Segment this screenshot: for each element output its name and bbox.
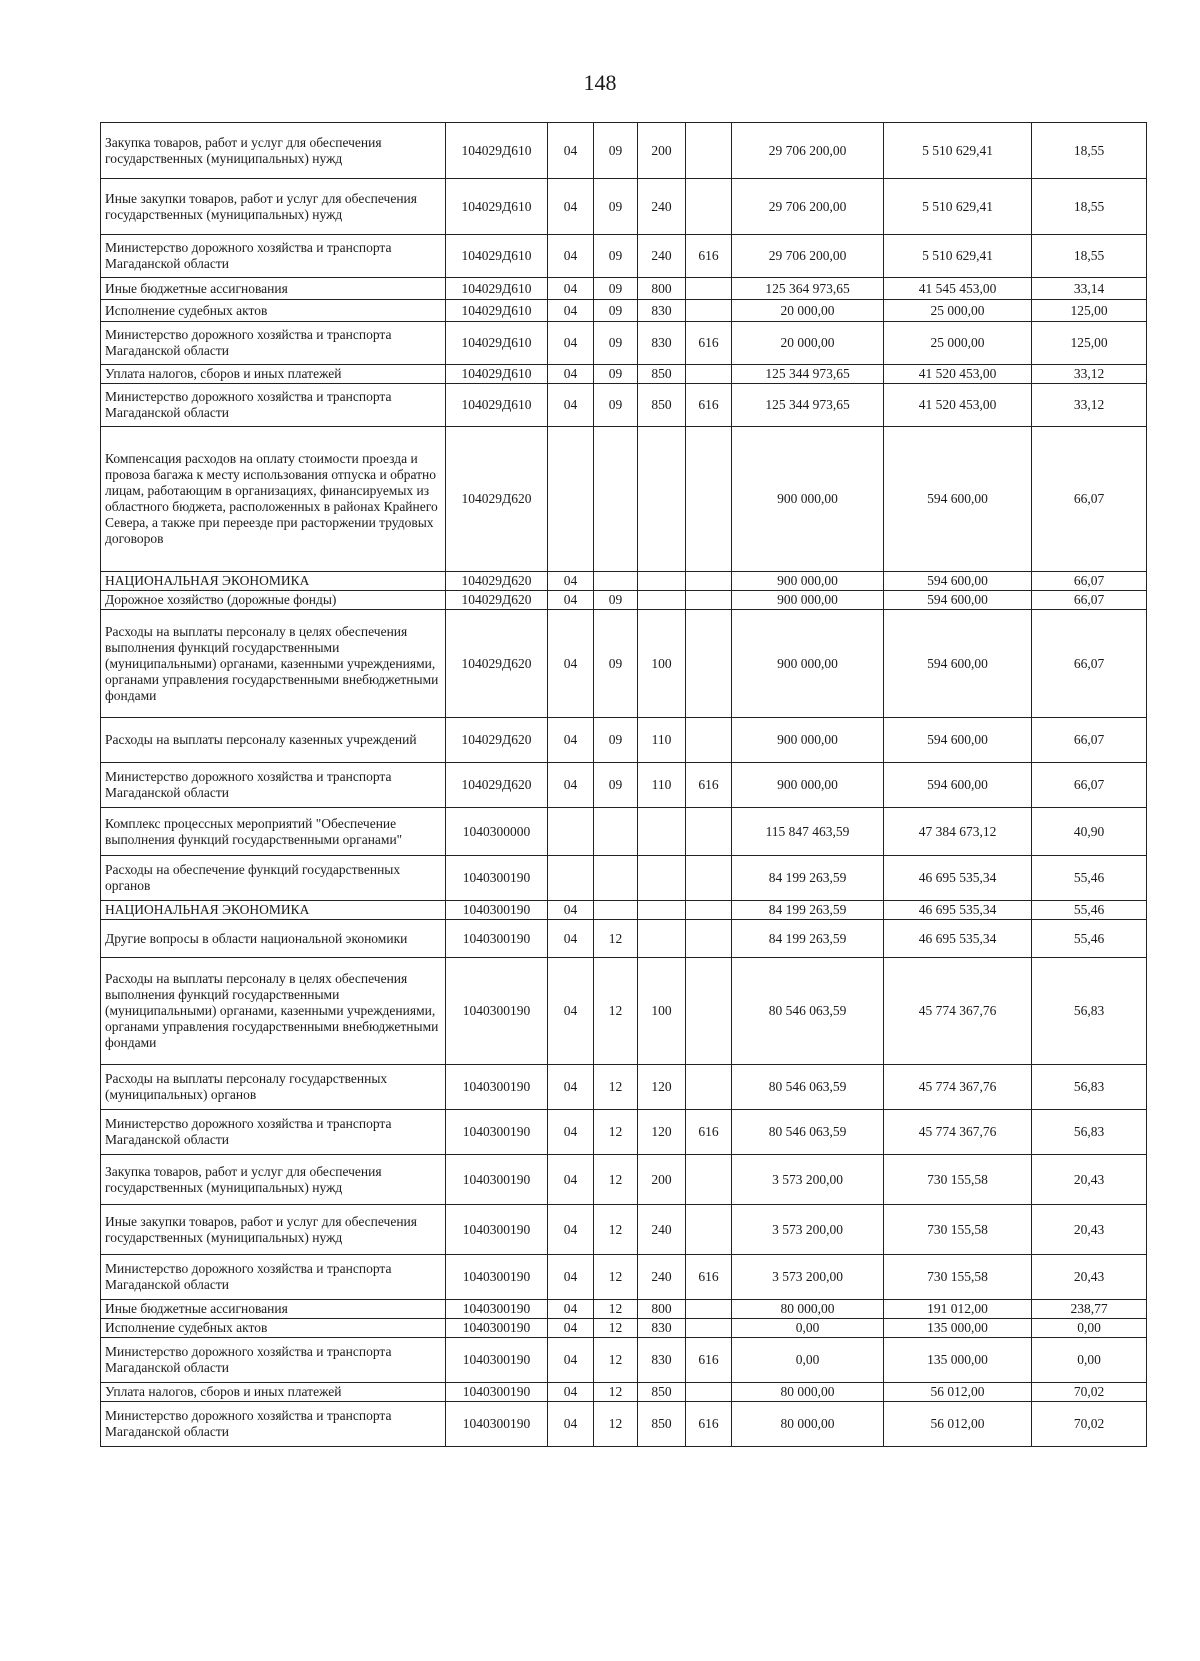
row-plan: 900 000,00 [732, 427, 884, 572]
row-section: 04 [548, 1402, 594, 1447]
row-fact: 191 012,00 [884, 1300, 1032, 1319]
row-code: 104029Д610 [446, 123, 548, 179]
row-section: 04 [548, 1255, 594, 1300]
table-row [101, 718, 1147, 763]
row-section: 04 [548, 763, 594, 808]
table-row [101, 1155, 1147, 1205]
row-department: 616 [686, 322, 732, 365]
row-name: Комплекс процессных мероприятий "Обеспечение выполнения функций государственными органами" [101, 808, 446, 856]
row-subsection [594, 572, 638, 591]
row-code: 104029Д610 [446, 179, 548, 235]
row-expense-type: 830 [638, 1319, 686, 1338]
row-expense-type: 830 [638, 1338, 686, 1383]
row-code: 104029Д620 [446, 610, 548, 718]
row-percent: 56,83 [1032, 1065, 1147, 1110]
row-expense-type: 850 [638, 384, 686, 427]
row-department [686, 1065, 732, 1110]
row-code: 104029Д620 [446, 763, 548, 808]
row-code: 104029Д620 [446, 591, 548, 610]
row-expense-type: 100 [638, 610, 686, 718]
row-fact: 730 155,58 [884, 1155, 1032, 1205]
row-name: Иные закупки товаров, работ и услуг для обеспечения государственных (муниципальных) нужд [101, 179, 446, 235]
row-percent: 20,43 [1032, 1255, 1147, 1300]
row-percent: 56,83 [1032, 1110, 1147, 1155]
row-code: 1040300190 [446, 1110, 548, 1155]
row-expense-type: 110 [638, 718, 686, 763]
row-section: 04 [548, 1110, 594, 1155]
row-fact: 594 600,00 [884, 427, 1032, 572]
row-fact: 41 545 453,00 [884, 278, 1032, 300]
row-department [686, 1300, 732, 1319]
row-expense-type: 850 [638, 1402, 686, 1447]
row-plan: 29 706 200,00 [732, 123, 884, 179]
row-section: 04 [548, 920, 594, 958]
row-name: Закупка товаров, работ и услуг для обеспечения государственных (муниципальных) нужд [101, 123, 446, 179]
row-plan: 84 199 263,59 [732, 901, 884, 920]
row-code: 104029Д610 [446, 384, 548, 427]
table-row [101, 300, 1147, 322]
row-department [686, 901, 732, 920]
row-plan: 900 000,00 [732, 718, 884, 763]
table-row [101, 278, 1147, 300]
row-plan: 80 000,00 [732, 1402, 884, 1447]
row-name: Иные бюджетные ассигнования [101, 1300, 446, 1319]
row-code: 1040300000 [446, 808, 548, 856]
row-name: Расходы на выплаты персоналу в целях обеспечения выполнения функций государственными (муниципальными) органами, казенными учреждениями, органами управления государственными внебюджетными фондами [101, 958, 446, 1065]
row-section: 04 [548, 1300, 594, 1319]
row-plan: 84 199 263,59 [732, 856, 884, 901]
row-fact: 25 000,00 [884, 322, 1032, 365]
row-code: 1040300190 [446, 1338, 548, 1383]
row-department [686, 1383, 732, 1402]
row-department [686, 920, 732, 958]
table-row [101, 365, 1147, 384]
table-row [101, 123, 1147, 179]
table-row [101, 1300, 1147, 1319]
row-section: 04 [548, 1155, 594, 1205]
row-plan: 80 546 063,59 [732, 958, 884, 1065]
table-row [101, 1383, 1147, 1402]
row-department [686, 1205, 732, 1255]
row-expense-type: 200 [638, 1155, 686, 1205]
row-name: Министерство дорожного хозяйства и транспорта Магаданской области [101, 235, 446, 278]
row-fact: 41 520 453,00 [884, 365, 1032, 384]
row-name: Министерство дорожного хозяйства и транспорта Магаданской области [101, 1255, 446, 1300]
table-row [101, 1255, 1147, 1300]
row-subsection: 12 [594, 920, 638, 958]
row-department [686, 365, 732, 384]
row-fact: 47 384 673,12 [884, 808, 1032, 856]
row-percent: 56,83 [1032, 958, 1147, 1065]
row-fact: 594 600,00 [884, 572, 1032, 591]
table-row [101, 1338, 1147, 1383]
row-plan: 125 344 973,65 [732, 384, 884, 427]
row-percent: 70,02 [1032, 1383, 1147, 1402]
row-plan: 0,00 [732, 1319, 884, 1338]
row-fact: 56 012,00 [884, 1402, 1032, 1447]
row-percent: 33,12 [1032, 384, 1147, 427]
row-percent: 0,00 [1032, 1319, 1147, 1338]
row-name: Министерство дорожного хозяйства и транспорта Магаданской области [101, 1402, 446, 1447]
table-row [101, 384, 1147, 427]
row-name: Иные бюджетные ассигнования [101, 278, 446, 300]
row-fact: 594 600,00 [884, 718, 1032, 763]
row-department [686, 1319, 732, 1338]
row-expense-type: 100 [638, 958, 686, 1065]
table-row [101, 591, 1147, 610]
page-number: 148 [583, 70, 617, 95]
row-section: 04 [548, 1205, 594, 1255]
row-expense-type [638, 808, 686, 856]
row-fact: 46 695 535,34 [884, 856, 1032, 901]
row-percent: 66,07 [1032, 610, 1147, 718]
table-row [101, 1319, 1147, 1338]
row-subsection: 12 [594, 958, 638, 1065]
row-subsection [594, 856, 638, 901]
row-section: 04 [548, 1319, 594, 1338]
row-plan: 20 000,00 [732, 322, 884, 365]
row-percent: 70,02 [1032, 1402, 1147, 1447]
row-expense-type [638, 572, 686, 591]
row-plan: 900 000,00 [732, 610, 884, 718]
row-name: Закупка товаров, работ и услуг для обеспечения государственных (муниципальных) нужд [101, 1155, 446, 1205]
row-fact: 730 155,58 [884, 1255, 1032, 1300]
row-percent: 18,55 [1032, 179, 1147, 235]
row-fact: 25 000,00 [884, 300, 1032, 322]
row-percent: 40,90 [1032, 808, 1147, 856]
row-expense-type: 120 [638, 1110, 686, 1155]
table-row [101, 427, 1147, 572]
row-code: 1040300190 [446, 1155, 548, 1205]
row-expense-type: 830 [638, 300, 686, 322]
row-section: 04 [548, 1383, 594, 1402]
row-name: Компенсация расходов на оплату стоимости проезда и провоза багажа к месту использования отпуска и обратно лицам, работающим в организациях, финансируемых из областного бюджета, расположенных в районах Крайнего Севера, а также при переезде при расторжении трудовых договоров [101, 427, 446, 572]
row-name: Исполнение судебных актов [101, 300, 446, 322]
row-fact: 135 000,00 [884, 1319, 1032, 1338]
row-subsection: 09 [594, 591, 638, 610]
row-code: 1040300190 [446, 920, 548, 958]
row-plan: 0,00 [732, 1338, 884, 1383]
row-plan: 84 199 263,59 [732, 920, 884, 958]
row-section: 04 [548, 572, 594, 591]
row-percent: 18,55 [1032, 235, 1147, 278]
row-percent: 238,77 [1032, 1300, 1147, 1319]
row-percent: 66,07 [1032, 572, 1147, 591]
row-percent: 125,00 [1032, 322, 1147, 365]
row-fact: 594 600,00 [884, 591, 1032, 610]
table-row [101, 235, 1147, 278]
row-subsection: 12 [594, 1300, 638, 1319]
table-row [101, 920, 1147, 958]
row-expense-type: 240 [638, 1205, 686, 1255]
row-fact: 56 012,00 [884, 1383, 1032, 1402]
row-subsection: 09 [594, 179, 638, 235]
row-fact: 594 600,00 [884, 763, 1032, 808]
row-plan: 80 000,00 [732, 1300, 884, 1319]
row-section: 04 [548, 123, 594, 179]
row-section: 04 [548, 718, 594, 763]
row-plan: 900 000,00 [732, 591, 884, 610]
row-code: 104029Д620 [446, 572, 548, 591]
row-name: Иные закупки товаров, работ и услуг для обеспечения государственных (муниципальных) нужд [101, 1205, 446, 1255]
row-expense-type: 850 [638, 1383, 686, 1402]
row-subsection: 09 [594, 300, 638, 322]
row-percent: 18,55 [1032, 123, 1147, 179]
row-section: 04 [548, 322, 594, 365]
row-expense-type [638, 427, 686, 572]
row-percent: 33,14 [1032, 278, 1147, 300]
row-plan: 125 344 973,65 [732, 365, 884, 384]
row-expense-type: 110 [638, 763, 686, 808]
row-code: 104029Д610 [446, 235, 548, 278]
row-subsection: 09 [594, 610, 638, 718]
row-section: 04 [548, 958, 594, 1065]
row-department [686, 123, 732, 179]
row-code: 104029Д620 [446, 718, 548, 763]
row-code: 1040300190 [446, 1205, 548, 1255]
table-row [101, 572, 1147, 591]
row-code: 1040300190 [446, 1402, 548, 1447]
row-department: 616 [686, 1110, 732, 1155]
row-code: 1040300190 [446, 856, 548, 901]
row-section: 04 [548, 1338, 594, 1383]
row-percent: 0,00 [1032, 1338, 1147, 1383]
row-percent: 66,07 [1032, 718, 1147, 763]
row-plan: 900 000,00 [732, 763, 884, 808]
row-department [686, 1155, 732, 1205]
row-fact: 46 695 535,34 [884, 901, 1032, 920]
row-fact: 45 774 367,76 [884, 1110, 1032, 1155]
row-name: Уплата налогов, сборов и иных платежей [101, 1383, 446, 1402]
budget-table [100, 122, 1147, 1447]
row-fact: 41 520 453,00 [884, 384, 1032, 427]
row-percent: 66,07 [1032, 763, 1147, 808]
table-row [101, 763, 1147, 808]
row-department [686, 591, 732, 610]
row-name: Исполнение судебных актов [101, 1319, 446, 1338]
row-name: Уплата налогов, сборов и иных платежей [101, 365, 446, 384]
row-code: 104029Д610 [446, 365, 548, 384]
row-department [686, 179, 732, 235]
row-plan: 125 364 973,65 [732, 278, 884, 300]
row-expense-type: 800 [638, 1300, 686, 1319]
row-plan: 29 706 200,00 [732, 179, 884, 235]
row-section [548, 427, 594, 572]
row-department: 616 [686, 235, 732, 278]
row-department: 616 [686, 1402, 732, 1447]
row-code: 1040300190 [446, 1065, 548, 1110]
row-fact: 5 510 629,41 [884, 179, 1032, 235]
row-subsection: 09 [594, 235, 638, 278]
table-row [101, 1065, 1147, 1110]
row-subsection: 12 [594, 1319, 638, 1338]
row-code: 1040300190 [446, 1255, 548, 1300]
row-subsection [594, 901, 638, 920]
row-percent: 55,46 [1032, 901, 1147, 920]
row-expense-type: 240 [638, 1255, 686, 1300]
row-department [686, 278, 732, 300]
row-subsection: 09 [594, 123, 638, 179]
row-code: 1040300190 [446, 901, 548, 920]
table-body [101, 123, 1147, 1447]
row-fact: 5 510 629,41 [884, 235, 1032, 278]
row-percent: 55,46 [1032, 856, 1147, 901]
row-name: НАЦИОНАЛЬНАЯ ЭКОНОМИКА [101, 572, 446, 591]
row-percent: 66,07 [1032, 427, 1147, 572]
row-plan: 20 000,00 [732, 300, 884, 322]
row-section [548, 808, 594, 856]
row-name: Расходы на обеспечение функций государственных органов [101, 856, 446, 901]
row-expense-type: 200 [638, 123, 686, 179]
row-code: 1040300190 [446, 1383, 548, 1402]
row-department [686, 856, 732, 901]
row-department [686, 958, 732, 1065]
row-plan: 3 573 200,00 [732, 1255, 884, 1300]
row-department: 616 [686, 1255, 732, 1300]
row-department [686, 610, 732, 718]
row-percent: 55,46 [1032, 920, 1147, 958]
row-name: Расходы на выплаты персоналу в целях обеспечения выполнения функций государственными (муниципальными) органами, казенными учреждениями, органами управления государственными внебюджетными фондами [101, 610, 446, 718]
table-row [101, 1402, 1147, 1447]
row-subsection: 12 [594, 1383, 638, 1402]
row-subsection: 12 [594, 1065, 638, 1110]
row-name: Министерство дорожного хозяйства и транспорта Магаданской области [101, 1338, 446, 1383]
table-row [101, 901, 1147, 920]
row-name: НАЦИОНАЛЬНАЯ ЭКОНОМИКА [101, 901, 446, 920]
row-plan: 115 847 463,59 [732, 808, 884, 856]
row-code: 104029Д610 [446, 278, 548, 300]
row-department [686, 572, 732, 591]
row-name: Расходы на выплаты персоналу казенных учреждений [101, 718, 446, 763]
row-code: 1040300190 [446, 1319, 548, 1338]
row-subsection: 09 [594, 278, 638, 300]
row-section: 04 [548, 610, 594, 718]
row-expense-type: 240 [638, 179, 686, 235]
row-name: Расходы на выплаты персоналу государственных (муниципальных) органов [101, 1065, 446, 1110]
row-section: 04 [548, 591, 594, 610]
row-subsection: 12 [594, 1402, 638, 1447]
row-subsection: 12 [594, 1338, 638, 1383]
row-department: 616 [686, 384, 732, 427]
row-percent: 33,12 [1032, 365, 1147, 384]
row-subsection: 09 [594, 365, 638, 384]
row-subsection: 12 [594, 1110, 638, 1155]
row-name: Дорожное хозяйство (дорожные фонды) [101, 591, 446, 610]
table-row [101, 1205, 1147, 1255]
row-section [548, 856, 594, 901]
row-subsection: 09 [594, 763, 638, 808]
row-expense-type: 120 [638, 1065, 686, 1110]
row-percent: 66,07 [1032, 591, 1147, 610]
row-fact: 730 155,58 [884, 1205, 1032, 1255]
table-row [101, 322, 1147, 365]
row-subsection: 12 [594, 1255, 638, 1300]
row-plan: 80 000,00 [732, 1383, 884, 1402]
row-fact: 45 774 367,76 [884, 1065, 1032, 1110]
row-department [686, 808, 732, 856]
row-expense-type: 830 [638, 322, 686, 365]
row-section: 04 [548, 365, 594, 384]
row-name: Министерство дорожного хозяйства и транспорта Магаданской области [101, 1110, 446, 1155]
row-name: Министерство дорожного хозяйства и транспорта Магаданской области [101, 763, 446, 808]
row-plan: 29 706 200,00 [732, 235, 884, 278]
row-code: 1040300190 [446, 958, 548, 1065]
table-row [101, 179, 1147, 235]
row-subsection [594, 427, 638, 572]
row-section: 04 [548, 179, 594, 235]
row-expense-type [638, 856, 686, 901]
row-percent: 20,43 [1032, 1205, 1147, 1255]
row-subsection: 12 [594, 1205, 638, 1255]
row-section: 04 [548, 300, 594, 322]
row-expense-type [638, 591, 686, 610]
row-section: 04 [548, 901, 594, 920]
row-fact: 135 000,00 [884, 1338, 1032, 1383]
row-plan: 900 000,00 [732, 572, 884, 591]
row-percent: 20,43 [1032, 1155, 1147, 1205]
row-code: 104029Д620 [446, 427, 548, 572]
row-fact: 5 510 629,41 [884, 123, 1032, 179]
table-row [101, 610, 1147, 718]
row-subsection: 09 [594, 718, 638, 763]
row-expense-type [638, 920, 686, 958]
row-plan: 80 546 063,59 [732, 1110, 884, 1155]
row-subsection: 12 [594, 1155, 638, 1205]
table-row [101, 808, 1147, 856]
row-name: Министерство дорожного хозяйства и транспорта Магаданской области [101, 384, 446, 427]
row-code: 1040300190 [446, 1300, 548, 1319]
row-section: 04 [548, 1065, 594, 1110]
row-code: 104029Д610 [446, 322, 548, 365]
row-department [686, 300, 732, 322]
row-department: 616 [686, 1338, 732, 1383]
row-fact: 45 774 367,76 [884, 958, 1032, 1065]
row-section: 04 [548, 278, 594, 300]
row-department [686, 718, 732, 763]
row-name: Министерство дорожного хозяйства и транспорта Магаданской области [101, 322, 446, 365]
row-plan: 80 546 063,59 [732, 1065, 884, 1110]
row-department [686, 427, 732, 572]
row-subsection: 09 [594, 322, 638, 365]
row-fact: 594 600,00 [884, 610, 1032, 718]
row-section: 04 [548, 235, 594, 278]
row-expense-type: 240 [638, 235, 686, 278]
row-code: 104029Д610 [446, 300, 548, 322]
row-subsection: 09 [594, 384, 638, 427]
table-row [101, 1110, 1147, 1155]
row-section: 04 [548, 384, 594, 427]
table-row [101, 856, 1147, 901]
row-plan: 3 573 200,00 [732, 1155, 884, 1205]
table-row [101, 958, 1147, 1065]
row-subsection [594, 808, 638, 856]
row-expense-type: 800 [638, 278, 686, 300]
row-plan: 3 573 200,00 [732, 1205, 884, 1255]
row-name: Другие вопросы в области национальной экономики [101, 920, 446, 958]
row-fact: 46 695 535,34 [884, 920, 1032, 958]
row-percent: 125,00 [1032, 300, 1147, 322]
row-expense-type [638, 901, 686, 920]
row-expense-type: 850 [638, 365, 686, 384]
row-department: 616 [686, 763, 732, 808]
